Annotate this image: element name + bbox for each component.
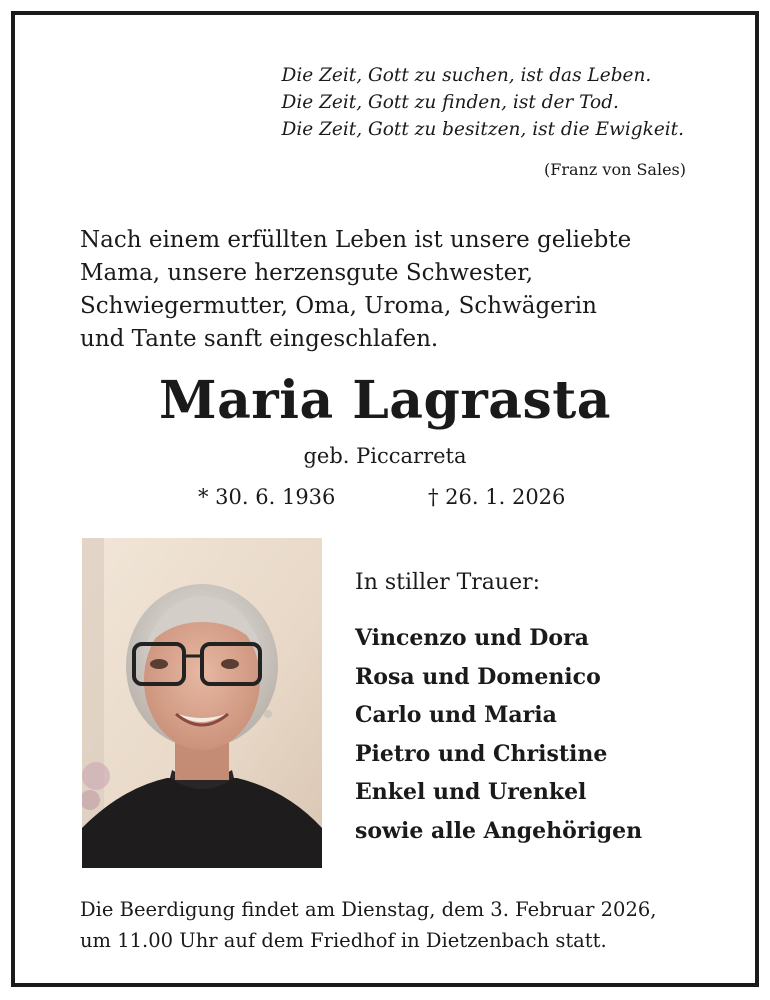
intro-text	[80, 224, 631, 356]
mourner-entry: Enkel und Urenkel	[355, 779, 587, 805]
death-date: † 26. 1. 2026	[428, 485, 566, 509]
birth-date: * 30. 6. 1936	[198, 485, 336, 509]
mourner-entry: sowie alle Angehörigen	[355, 817, 643, 844]
funeral-line: um 11.00 Uhr auf dem Friedhof in Dietzenbach statt.	[80, 929, 607, 952]
intro-line: Nach einem erfüllten Leben ist unsere geliebte	[80, 227, 632, 253]
quote-author: (Franz von Sales)	[544, 160, 686, 179]
mourner-entry: Vincenzo und Dora	[355, 625, 589, 651]
mourner-entry: Pietro und Christine	[355, 740, 608, 767]
intro-line: und Tante sanft eingeschlafen.	[80, 326, 439, 352]
funeral-line: Die Beerdigung findet am Dienstag, dem 3. Februar 2026,	[80, 898, 657, 921]
funeral-info	[80, 894, 656, 956]
quote-line: Die Zeit, Gott zu finden, ist der Tod.	[281, 92, 619, 113]
quote-line: Die Zeit, Gott zu besitzen, ist die Ewigkeit.	[281, 119, 684, 140]
intro-line: Mama, unsere herzensgute Schwester,	[80, 260, 534, 286]
quote-line: Die Zeit, Gott zu suchen, ist das Leben.	[281, 65, 652, 86]
deceased-name: Maria Lagrasta	[159, 370, 611, 431]
intro-line: Schwiegermutter, Oma, Uroma, Schwägerin	[80, 293, 597, 319]
birth-name: geb. Piccarreta	[303, 444, 467, 468]
portrait-photo	[82, 538, 322, 868]
mourning-title: In stiller Trauer:	[355, 570, 541, 595]
quote	[281, 62, 684, 143]
mourner-entry: Rosa und Domenico	[355, 663, 601, 690]
mourner-entry: Carlo und Maria	[355, 702, 557, 728]
mourners-list	[355, 619, 642, 850]
